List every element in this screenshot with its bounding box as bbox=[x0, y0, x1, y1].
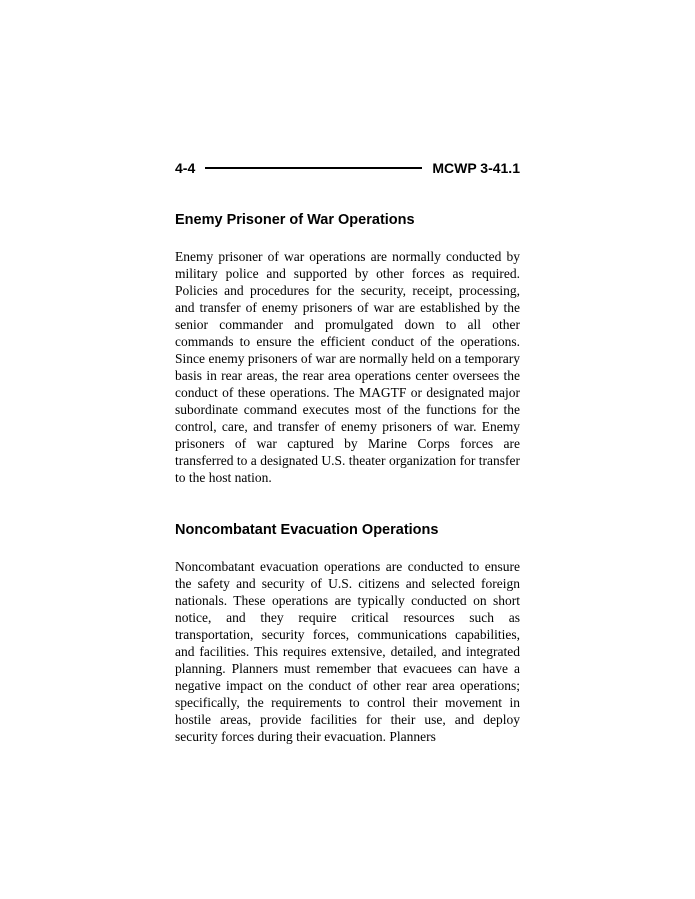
page-header bbox=[175, 160, 520, 176]
header-rule bbox=[205, 167, 422, 169]
page-number: 4-4 bbox=[175, 160, 196, 176]
section-body-noncombatant-evacuation-operations: Noncombatant evacuation operations are conducted to ensure the safety and security of U.S. citizens and selected foreign nationals. These operations are typically conducted on short notice, and they require critical resources such as transportation, security forces, communications capabilities, and facilities. This requires extensive, detailed, and integrated planning. Planners must remember that evacuees can have a negative impact on the conduct of other rear area operations; specifically, the requirements to control their movement in hostile areas, provide facilities for their use, and deploy security forces during their evacuation. Planners bbox=[175, 559, 520, 744]
section-body-enemy-prisoner-of-war-operations: Enemy prisoner of war operations are normally conducted by military police and supported by other forces as required. Policies and procedures for the security, receipt, processing, and transfer of enemy prisoners of war are established by the senior commander and promulgated down to all other commands to ensure the efficient conduct of the operations. Since enemy prisoners of war are normally held on a temporary basis in rear areas, the rear area operations center oversees the conduct of these operations. The MAGTF or designated major subordinate command executes most of the functions for the control, care, and transfer of enemy prisoners of war. Enemy prisoners of war captured by Marine Corps forces are transferred to a designated U.S. theater organization for transfer to the host nation. bbox=[175, 249, 520, 485]
section-heading-enemy-prisoner-of-war-operations: Enemy Prisoner of War Operations bbox=[175, 212, 415, 228]
section-heading-noncombatant-evacuation-operations: Noncombatant Evacuation Operations bbox=[175, 522, 439, 538]
document-title: MCWP 3-41.1 bbox=[432, 160, 520, 176]
